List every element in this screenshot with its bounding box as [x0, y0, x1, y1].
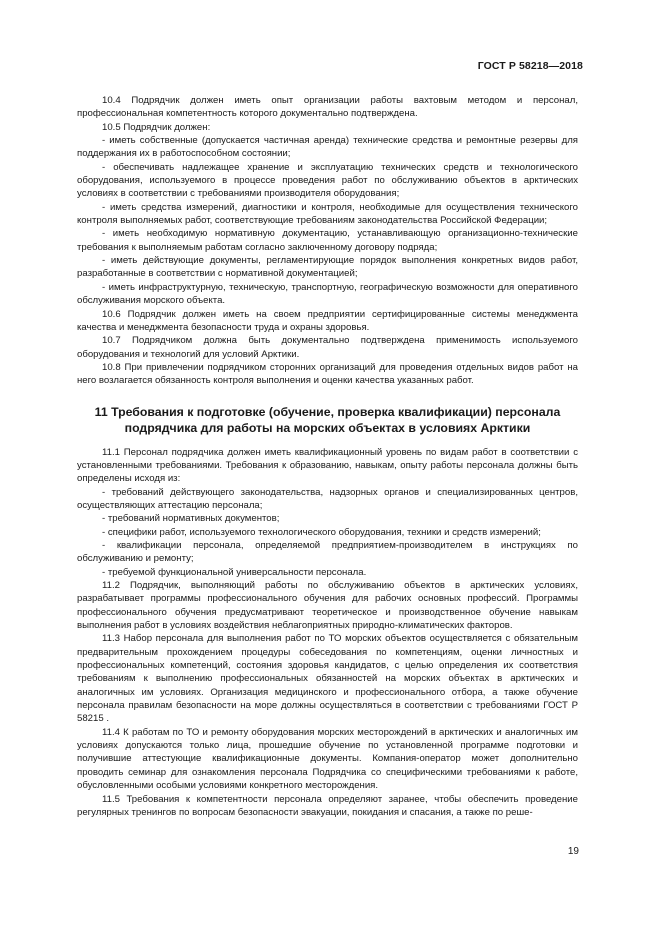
paragraph: 11.2 Подрядчик, выполняющий работы по обслуживанию объектов в арктических условиях, разрабатывает программы профессионального обучения для рабочих основных профессий. Программы профессионального обучения предусматривают теоретическое и производственное обучение навыкам выполнения работ в условиях воздействия неблагоприятных природно-климатических факторов. — [77, 580, 578, 632]
paragraph: - требований действующего законодательства, надзорных органов и специализированных центров, осуществляющих аттестацию персонала; — [77, 486, 578, 511]
paragraph: 10.7 Подрядчиком должна быть документально подтверждена применимость используемого оборудования и технологий для условий Арктики. — [77, 335, 578, 360]
paragraph: 11.4 К работам по ТО и ремонту оборудования морских месторождений в арктических и аналогичных им условиях допускаются только лица, прошедшие обучение по установленной программе подготовки и получившие аттестующие квалификационные документы. Компания-оператор может дополнительно проводить семинар для ознакомления персонала Подрядчика со специфическими требованиями к работе, обусловленными особыми условиями конкретного месторождения. — [77, 726, 578, 792]
paragraph: 10.6 Подрядчик должен иметь на своем предприятии сертифицированные системы менеджмента качества и менеджмента безопасности труда и охраны здоровья. — [77, 308, 578, 333]
document-body — [77, 94, 578, 819]
paragraph: 11.3 Набор персонала для выполнения работ по ТО морских объектов осуществляется с обязательным предварительным прохождением процедуры собеседования по компетенциям, оценки личностных и профессиональных компетенций, состояния здоровья кандидатов, с целью определения их соответствия требованиям к выполнению профессиональных обязанностей на морских объектах в арктических и аналогичных им условиях. Организация медицинского и профессионального отбора, а также обучение персонала правилам безопасности на море должны осуществляться в соответствии с требованиями ГОСТ Р 58215 . — [77, 633, 578, 725]
paragraph: - требуемой функциональной универсальности персонала. — [102, 566, 367, 578]
paragraph: 10.4 Подрядчик должен иметь опыт организации работы вахтовым методом и персонал, профессиональная компетентность которого документально подтверждена. — [77, 95, 578, 120]
document-id-header: ГОСТ Р 58218—2018 — [477, 60, 583, 72]
paragraph: - иметь действующие документы, регламентирующие порядок выполнения конкретных видов работ, разработанные в соответствии с нормативной документацией; — [77, 255, 578, 280]
paragraph: 10.5 Подрядчик должен: — [102, 121, 211, 133]
page-number: 19 — [567, 846, 579, 857]
clause-10-block — [77, 94, 578, 388]
paragraph: - иметь необходимую нормативную документацию, устанавливающую организационно-технические требования к выполняемым работам согласно заключенному договору подряда; — [77, 228, 578, 253]
paragraph: 11.5 Требования к компетентности персонала определяют заранее, чтобы обеспечить проведение регулярных тренингов по вопросам безопасности эвакуации, покидания и спасания, а также по реше- — [77, 793, 578, 818]
paragraph: - иметь инфраструктурную, техническую, транспортную, географическую возможности для оперативного обслуживания морского объекта. — [77, 281, 578, 307]
clause-11-block — [77, 446, 578, 820]
section-heading — [77, 404, 578, 436]
paragraph: - квалификации персонала, определяемой предприятием-производителем в инструкциях по обслуживанию и ремонту; — [77, 539, 578, 565]
paragraph: - специфики работ, используемого технологического оборудования, техники и средств измерений; — [102, 526, 541, 538]
section-heading-line: 11 Требования к подготовке (обучение, проверка квалификации) персонала — [94, 404, 561, 419]
paragraph: - иметь собственные (допускается частичная аренда) технические средства и ремонтные резервы для поддержания их в работоспособном состоянии; — [77, 135, 578, 160]
paragraph: - обеспечивать надлежащее хранение и эксплуатацию технических средств и технологического оборудования, используемого в процессе проведения работ по обслуживанию объектов в арктических условиях в соответствии с требованиями производителя оборудования; — [77, 161, 578, 200]
section-heading-line: подрядчика для работы на морских объектах в условиях Арктики — [124, 420, 531, 435]
paragraph: 11.1 Персонал подрядчика должен иметь квалификационный уровень по видам работ в соответствии с установленными требованиями. Требования к образованию, навыкам, опыту работы персонала должны быть определены исходя из: — [77, 446, 578, 485]
paragraph: - иметь средства измерений, диагностики и контроля, необходимые для осуществления технического контроля выполняемых работ, соответствующие требованиям законодательства Российской Федерации; — [77, 201, 578, 227]
paragraph: 10.8 При привлечении подрядчиком сторонних организаций для проведения отдельных видов работ на него возлагается обязанность контроля выполнения и оценки качества указанных работ. — [77, 361, 578, 387]
paragraph: - требований нормативных документов; — [102, 513, 280, 525]
